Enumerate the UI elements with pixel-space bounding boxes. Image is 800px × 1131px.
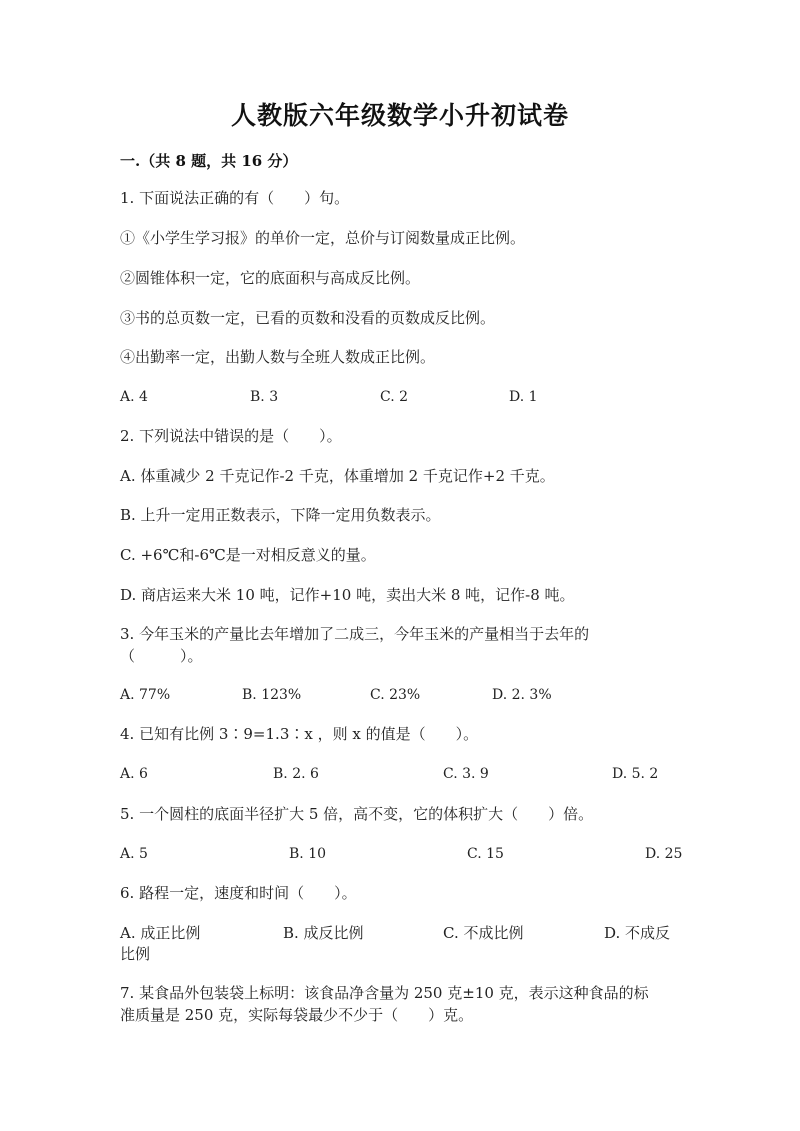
question-1-statement-3: ③书的总页数一定，已看的页数和没看的页数成反比例。 — [120, 309, 496, 327]
question-6-option-b: B. 成反比例 — [283, 924, 364, 942]
question-2-stem: 2. 下列说法中错误的是（ ）。 — [120, 427, 342, 445]
question-2-option-c: C. +6℃和-6℃是一对相反意义的量。 — [120, 546, 376, 564]
question-5-option-d: D. 25 — [645, 846, 683, 862]
question-1-statement-2: ②圆锥体积一定，它的底面积与高成反比例。 — [120, 269, 421, 287]
question-4-option-b: B. 2. 6 — [273, 766, 319, 782]
question-7-stem-line-1: 7. 某食品外包装袋上标明：该食品净含量为 250 克±10 克，表示这种食品的标 — [120, 984, 649, 1002]
question-2-option-d: D. 商店运来大米 10 吨，记作+10 吨，卖出大米 8 吨，记作-8 吨。 — [120, 586, 575, 604]
question-3-option-b: B. 123% — [242, 687, 302, 703]
question-6-option-d-continuation: 比例 — [120, 945, 151, 963]
question-1-stem: 1. 下面说法正确的有（ ）句。 — [120, 189, 350, 207]
question-7-stem-line-2: 准质量是 250 克，实际每袋最少不少于（ ）克。 — [120, 1006, 474, 1024]
question-5-stem: 5. 一个圆柱的底面半径扩大 5 倍，高不变，它的体积扩大（ ）倍。 — [120, 805, 594, 823]
question-4-option-d: D. 5. 2 — [612, 766, 659, 782]
question-1-statement-4: ④出勤率一定，出勤人数与全班人数成正比例。 — [120, 348, 436, 366]
question-3-stem-line-1: 3. 今年玉米的产量比去年增加了二成三，今年玉米的产量相当于去年的 — [120, 625, 590, 643]
question-1-statement-1: ①《小学生学习报》的单价一定，总价与订阅数量成正比例。 — [120, 229, 526, 247]
question-6-option-d: D. 不成反 — [604, 924, 671, 942]
exam-title: 人教版六年级数学小升初试卷 — [230, 101, 569, 130]
question-5-option-c: C. 15 — [467, 846, 504, 862]
question-6-stem: 6. 路程一定，速度和时间（ ）。 — [120, 884, 357, 902]
question-6-option-c: C. 不成比例 — [443, 924, 524, 942]
question-6-option-a: A. 成正比例 — [120, 924, 201, 942]
question-1-option-b: B. 3 — [250, 389, 279, 405]
section-heading: 一.（共 8 题，共 16 分） — [120, 152, 298, 170]
question-5-option-a: A. 5 — [120, 846, 148, 862]
question-4-option-a: A. 6 — [120, 766, 148, 782]
question-4-stem: 4. 已知有比例 3∶9=1.3∶x ，则 x 的值是（ ）。 — [120, 725, 479, 743]
question-5-option-b: B. 10 — [289, 846, 327, 862]
question-1-option-a: A. 4 — [120, 389, 148, 405]
question-3-option-c: C. 23% — [370, 687, 421, 703]
question-3-option-d: D. 2. 3% — [492, 687, 552, 703]
question-3-stem-line-2: （ ）。 — [120, 647, 203, 665]
question-1-option-d: D. 1 — [509, 389, 538, 405]
question-2-option-b: B. 上升一定用正数表示，下降一定用负数表示。 — [120, 506, 441, 524]
question-3-option-a: A. 77% — [120, 687, 171, 703]
question-1-option-c: C. 2 — [380, 389, 409, 405]
question-4-option-c: C. 3. 9 — [443, 766, 489, 782]
question-2-option-a: A. 体重减少 2 千克记作-2 千克，体重增加 2 千克记作+2 千克。 — [120, 467, 555, 485]
